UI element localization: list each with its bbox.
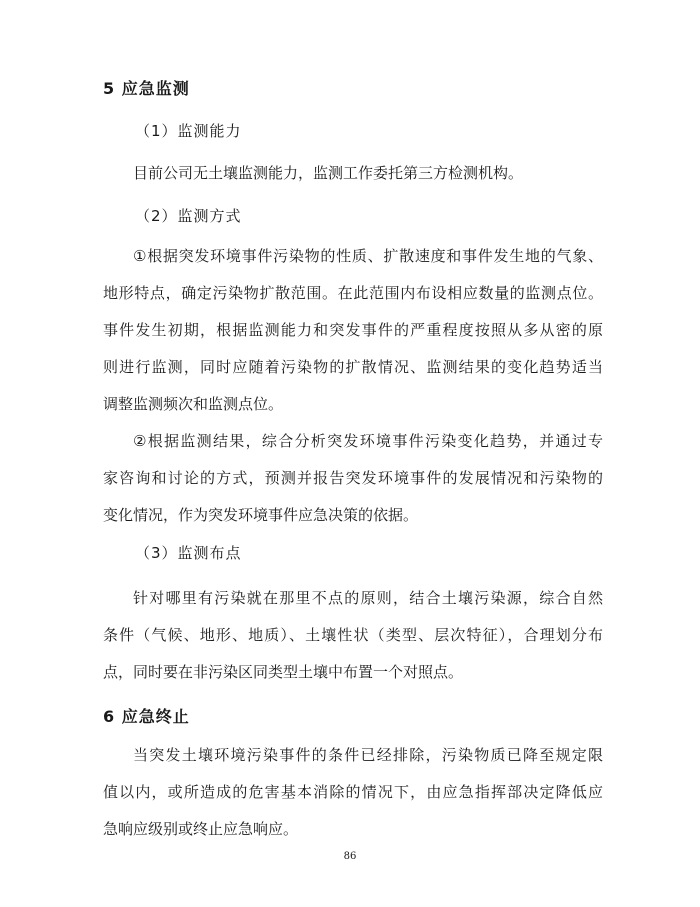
- subheading-monitoring-capability: （1）监测能力: [135, 122, 242, 140]
- subheading-monitoring-points: （3）监测布点: [135, 544, 242, 562]
- paragraph-line: 调整监测频次和监测点位。: [103, 395, 284, 413]
- page-number: 86: [343, 851, 357, 862]
- paragraph-line: ①根据突发环境事件污染物的性质、扩散速度和事件发生地的气象、: [133, 247, 603, 265]
- paragraph-emergency-termination: [103, 737, 603, 848]
- paragraph-line: 目前公司无土壤监测能力，监测工作委托第三方检测机构。: [133, 164, 524, 182]
- paragraph-monitoring-method-1: [103, 238, 603, 423]
- paragraph-monitoring-points: [103, 580, 603, 691]
- paragraph-line: 针对哪里有污染就在那里不点的原则，结合土壤污染源，综合自然: [133, 589, 603, 607]
- paragraph-line: ②根据监测结果，综合分析突发环境事件污染变化趋势，并通过专: [133, 432, 603, 450]
- paragraph-monitoring-method-2: [103, 423, 603, 534]
- paragraph-line: 急响应级别或终止应急响应。: [103, 820, 299, 838]
- paragraph-line: 则进行监测，同时应随着污染物的扩散情况、监测结果的变化趋势适当: [103, 358, 603, 376]
- paragraph-line: 条件（气候、地形、地质）、土壤性状（类型、层次特征），合理划分布: [103, 626, 603, 644]
- paragraph-line: 家咨询和讨论的方式，预测并报告突发环境事件的发展情况和污染物的: [103, 469, 603, 487]
- paragraph-line: 事件发生初期，根据监测能力和突发事件的严重程度按照从多从密的原: [103, 321, 603, 339]
- paragraph-line: 地形特点，确定污染物扩散范围。在此范围内布设相应数量的监测点位。: [103, 284, 603, 302]
- section-6-heading: 6 应急终止: [103, 707, 190, 726]
- paragraph-line: 点，同时要在非污染区同类型土壤中布置一个对照点。: [103, 663, 464, 681]
- paragraph-line: 变化情况，作为突发环境事件应急决策的依据。: [103, 506, 419, 524]
- section-5-heading: 5 应急监测: [103, 79, 190, 98]
- paragraph-monitoring-capability: [103, 155, 603, 192]
- paragraph-line: 当突发土壤环境污染事件的条件已经排除，污染物质已降至规定限: [133, 746, 603, 764]
- paragraph-line: 值以内，或所造成的危害基本消除的情况下，由应急指挥部决定降低应: [103, 783, 603, 801]
- subheading-monitoring-method: （2）监测方式: [135, 207, 242, 225]
